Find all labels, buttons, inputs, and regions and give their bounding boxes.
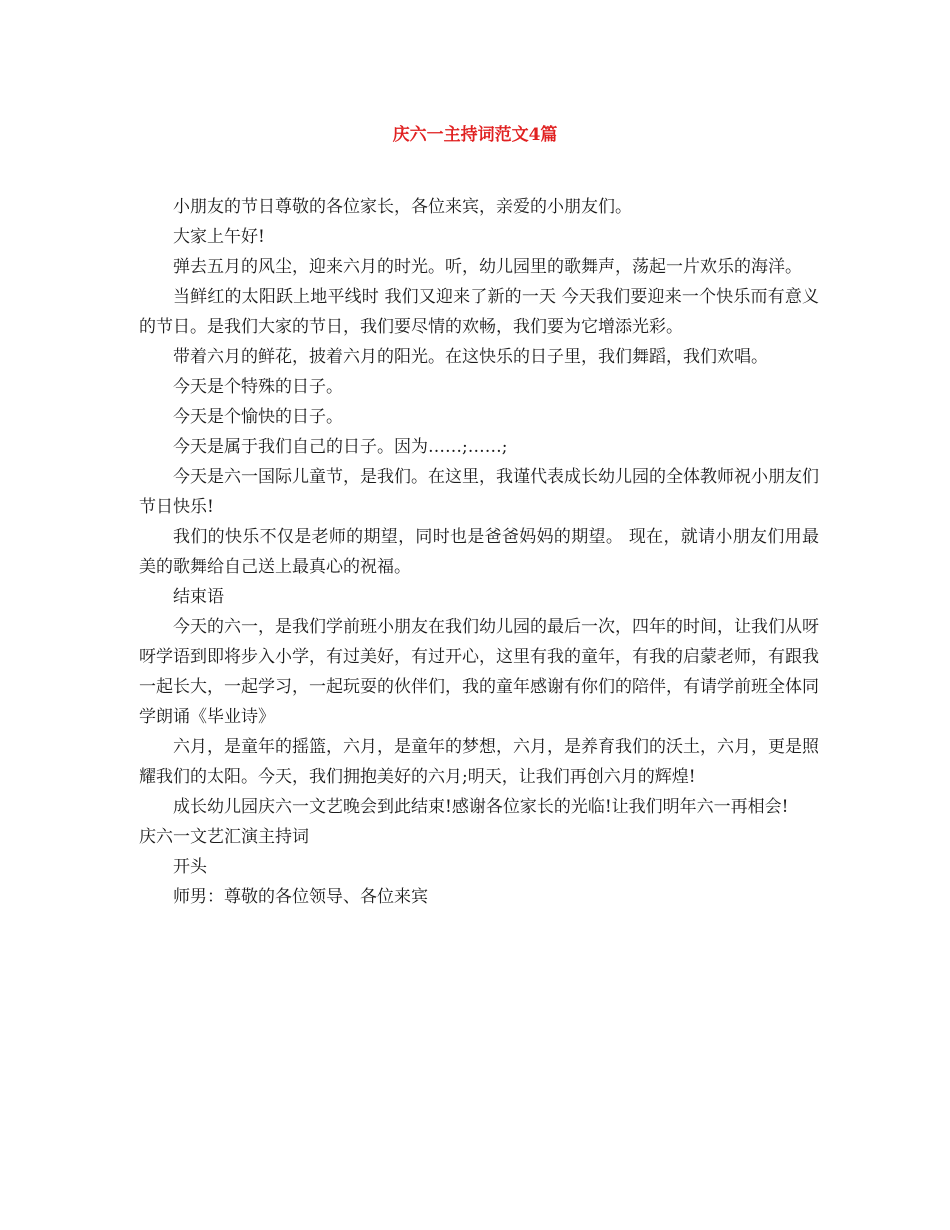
paragraph: 今天是六一国际儿童节，是我们。在这里，我谨代表成长幼儿园的全体教师祝小朋友们节日快乐! — [139, 467, 819, 517]
paragraph: 小朋友的节日尊敬的各位家长，各位来宾，亲爱的小朋友们。 — [173, 197, 632, 217]
paragraph: 今天是属于我们自己的日子。因为……;……; — [173, 437, 508, 457]
section-heading-closing: 结束语 — [173, 587, 224, 607]
paragraph: 成长幼儿园庆六一文艺晚会到此结束!感谢各位家长的光临!让我们明年六一再相会! — [173, 797, 789, 817]
document-body — [139, 192, 819, 912]
paragraph: 今天是个特殊的日子。 — [173, 377, 343, 397]
paragraph: 师男：尊敬的各位领导、各位来宾 — [173, 887, 428, 907]
section-title: 庆六一文艺汇演主持词 — [139, 827, 309, 847]
paragraph: 当鲜红的太阳跃上地平线时 我们又迎来了新的一天 今天我们要迎来一个快乐而有意义的节日。是我们大家的节日，我们要尽情的欢畅，我们要为它增添光彩。 — [139, 287, 819, 337]
section-heading-opening: 开头 — [173, 857, 207, 877]
paragraph: 弹去五月的风尘，迎来六月的时光。听，幼儿园里的歌舞声，荡起一片欢乐的海洋。 — [173, 257, 802, 277]
paragraph: 今天是个愉快的日子。 — [173, 407, 343, 427]
document-title: 庆六一主持词范文4篇 — [392, 125, 558, 145]
paragraph: 大家上午好! — [173, 227, 265, 247]
paragraph: 带着六月的鲜花，披着六月的阳光。在这快乐的日子里，我们舞蹈，我们欢唱。 — [173, 347, 768, 367]
paragraph: 我们的快乐不仅是老师的期望，同时也是爸爸妈妈的期望。 现在，就请小朋友们用最美的歌舞给自己送上最真心的祝福。 — [139, 527, 819, 577]
paragraph: 今天的六一，是我们学前班小朋友在我们幼儿园的最后一次，四年的时间，让我们从呀呀学语到即将步入小学，有过美好，有过开心，这里有我的童年，有我的启蒙老师，有跟我一起长大，一起学习，一起玩耍的伙伴们，我的童年感谢有你们的陪伴，有请学前班全体同学朗诵《毕业诗》 — [139, 617, 819, 727]
paragraph: 六月，是童年的摇篮，六月，是童年的梦想，六月，是养育我们的沃土，六月，更是照耀我们的太阳。今天，我们拥抱美好的六月;明天，让我们再创六月的辉煌! — [139, 737, 819, 787]
